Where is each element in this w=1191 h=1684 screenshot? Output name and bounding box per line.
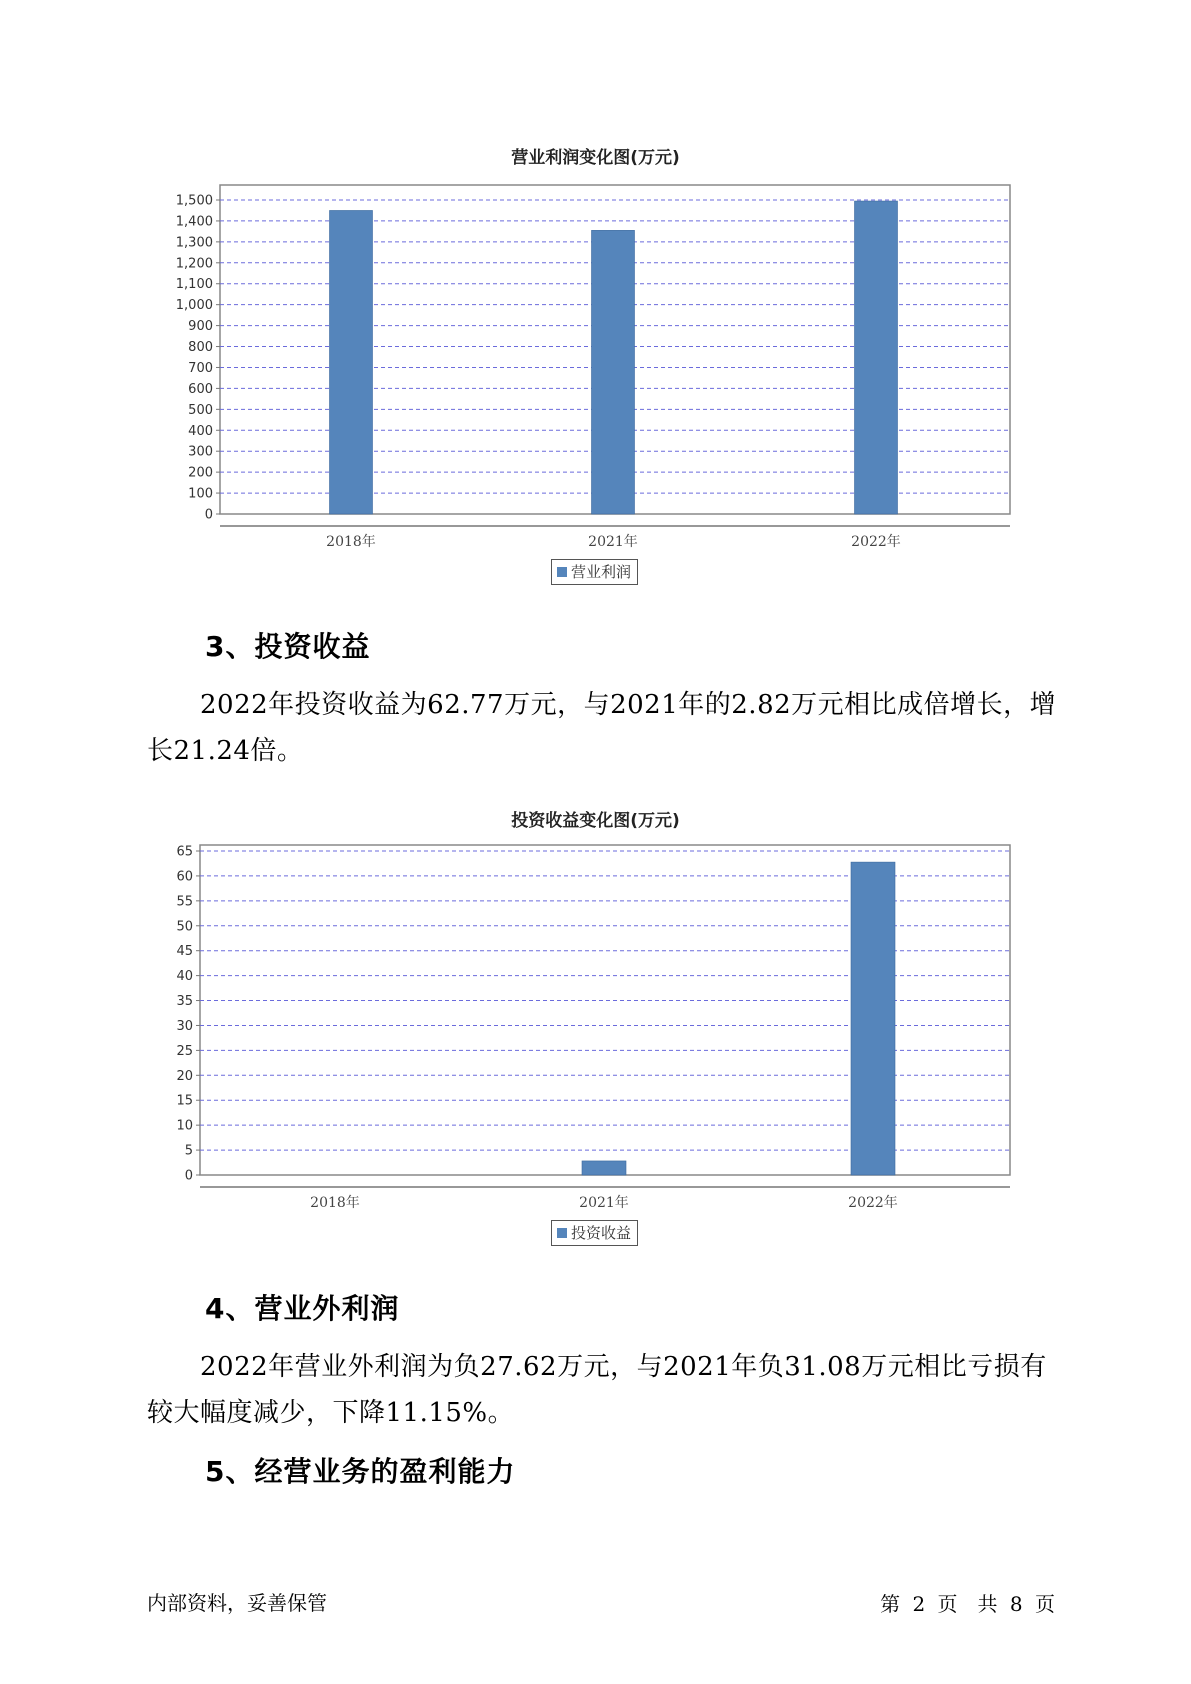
x-category-label: 2021年 xyxy=(579,1195,629,1211)
section-heading-non-operating-profit: 4、营业外利润 xyxy=(205,1292,400,1325)
x-category-label: 2021年 xyxy=(588,534,638,550)
y-tick-label: 1,500 xyxy=(175,193,213,209)
y-tick-label: 200 xyxy=(188,465,213,481)
y-tick-label: 25 xyxy=(176,1043,193,1059)
y-tick-label: 700 xyxy=(188,360,213,376)
chart1-legend-label: 营业利润 xyxy=(571,563,632,581)
y-tick-label: 1,000 xyxy=(175,298,213,314)
y-tick-label: 30 xyxy=(176,1018,193,1034)
y-tick-label: 300 xyxy=(188,444,213,460)
y-tick-label: 45 xyxy=(176,944,193,960)
section-paragraph-non-operating-profit: 2022年营业外利润为负27.62万元，与2021年负31.08万元相比亏损有较大幅度减少，下降11.15%。 xyxy=(147,1352,1047,1428)
y-tick-label: 20 xyxy=(176,1068,193,1084)
x-category-label: 2018年 xyxy=(310,1195,360,1211)
y-tick-label: 0 xyxy=(184,1168,193,1184)
y-tick-label: 65 xyxy=(176,844,193,860)
bar xyxy=(582,1161,626,1175)
y-tick-label: 1,100 xyxy=(175,277,213,293)
x-category-label: 2022年 xyxy=(848,1195,898,1211)
chart1-title: 营业利润变化图(万元) xyxy=(511,148,680,168)
y-tick-label: 5 xyxy=(184,1143,193,1159)
y-tick-label: 100 xyxy=(188,486,213,502)
y-tick-label: 0 xyxy=(204,507,213,523)
section-heading-operating-profitability: 5、经营业务的盈利能力 xyxy=(205,1455,516,1488)
y-tick-label: 10 xyxy=(176,1118,193,1134)
footer-confidential-note: 内部资料，妥善保管 xyxy=(147,1591,327,1615)
legend-swatch xyxy=(557,1228,567,1238)
x-category-label: 2018年 xyxy=(326,534,376,550)
y-tick-label: 35 xyxy=(176,994,193,1010)
y-tick-label: 600 xyxy=(188,381,213,397)
y-tick-label: 1,400 xyxy=(175,214,213,230)
chart2-legend xyxy=(551,1220,638,1246)
y-tick-label: 55 xyxy=(176,894,193,910)
y-tick-label: 1,300 xyxy=(175,235,213,251)
y-tick-label: 15 xyxy=(176,1093,193,1109)
y-tick-label: 500 xyxy=(188,402,213,418)
chart2-legend-label: 投资收益 xyxy=(571,1224,632,1242)
y-tick-label: 40 xyxy=(176,969,193,985)
y-tick-label: 400 xyxy=(188,423,213,439)
chart2-title: 投资收益变化图(万元) xyxy=(511,811,680,831)
x-category-label: 2022年 xyxy=(851,534,901,550)
section-heading-investment-income: 3、投资收益 xyxy=(205,630,371,663)
y-tick-label: 800 xyxy=(188,340,213,356)
y-tick-label: 50 xyxy=(176,919,193,935)
y-tick-label: 1,200 xyxy=(175,256,213,272)
footer-page-number: 第 2 页 共 8 页 xyxy=(880,1592,1055,1616)
bar xyxy=(851,862,895,1175)
y-tick-label: 60 xyxy=(176,869,193,885)
y-tick-label: 900 xyxy=(188,319,213,335)
section-paragraph-investment-income: 2022年投资收益为62.77万元，与2021年的2.82万元相比成倍增长，增长21.24倍。 xyxy=(147,690,1057,766)
